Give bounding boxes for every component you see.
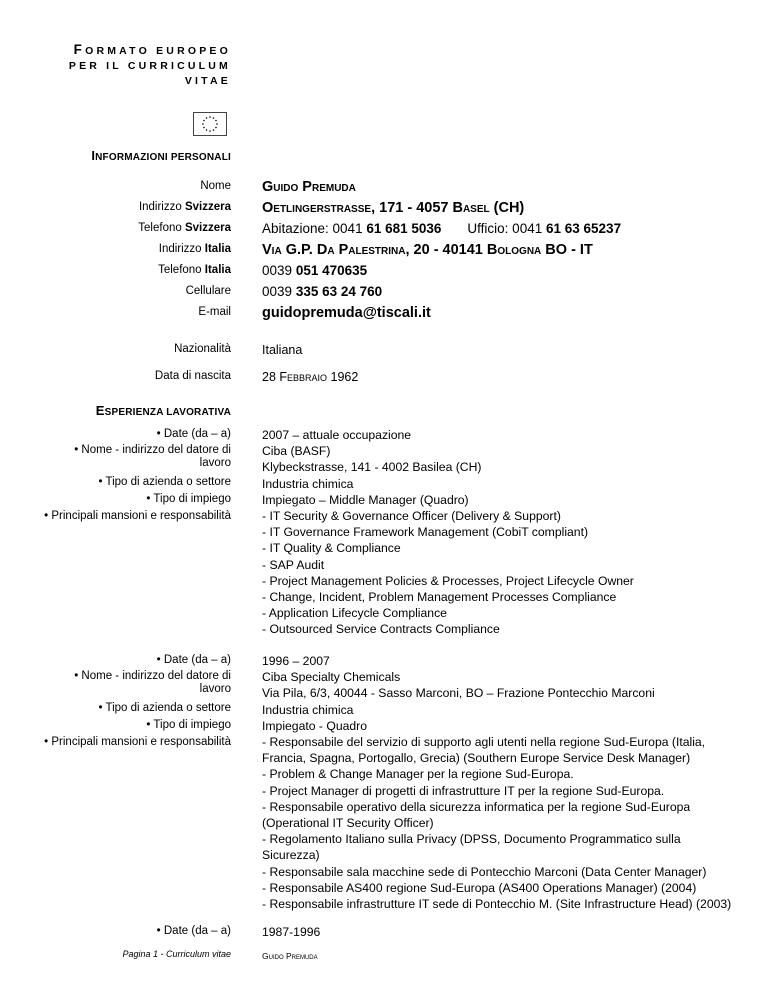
job2-employer: Ciba Specialty Chemicals bbox=[262, 670, 401, 685]
job2-duty: - Regolamento Italiano sulla Privacy (DPSS, Documento Programmatico sulla bbox=[262, 832, 681, 847]
name-label: Nome bbox=[200, 180, 231, 192]
job1-details bbox=[262, 427, 732, 638]
address-it-value: Via G.P. Da Palestrina, 20 - 40141 Bologna BO - IT bbox=[262, 242, 593, 258]
job2-dates: 1996 – 2007 bbox=[262, 654, 330, 668]
birth-label: Data di nascita bbox=[154, 370, 231, 382]
address-ch-label: Indirizzo Svizzera bbox=[138, 201, 231, 213]
nationality-label: Nazionalità bbox=[174, 343, 231, 355]
birth-value: 28 Febbraio 1962 bbox=[262, 370, 359, 384]
footer-name: Guido Premuda bbox=[262, 951, 318, 961]
job2-duty: Sicurezza) bbox=[262, 848, 320, 863]
job1-sector: Industria chimica bbox=[262, 476, 354, 491]
email-label: E-mail bbox=[198, 306, 231, 318]
job1-duty: - Application Lifecycle Compliance bbox=[262, 606, 447, 621]
phone-it-value: 0039 051 470635 bbox=[262, 263, 368, 278]
job2-sector: Industria chimica bbox=[262, 702, 354, 717]
job2-labels: • Date (da – a) • Nome - indirizzo del datore di lavoro • Tipo di azienda o settore • Tipo di impiego • Principali mansioni e responsabilità bbox=[44, 654, 231, 748]
job1-labels: • Date (da – a) • Nome - indirizzo del datore di lavoro • Tipo di azienda o settore • Tipo di impiego • Principali mansioni e responsabilità bbox=[44, 428, 231, 522]
job1-duty: - Change, Incident, Problem Management Processes Compliance bbox=[262, 590, 617, 605]
job2-duty: - Project Manager di progetti di infrastrutture IT per la regione Sud-Europa. bbox=[262, 783, 665, 798]
job1-duty: - SAP Audit bbox=[262, 557, 325, 572]
mobile-value: 0039 335 63 24 760 bbox=[262, 284, 383, 299]
job2-duty: - Responsabile sala macchine sede di Pontecchio Marconi (Data Center Manager) bbox=[262, 864, 707, 879]
cv-format-title: FORMATO EUROPEO PER IL CURRICULUM VITAE bbox=[68, 42, 231, 87]
email-value: guidopremuda@tiscali.it bbox=[262, 305, 431, 321]
job1-duty: - Outsourced Service Contracts Compliance bbox=[262, 622, 500, 637]
job1-duty: - IT Security & Governance Officer (Delivery & Support) bbox=[262, 509, 561, 524]
job1-duty: - IT Quality & Compliance bbox=[262, 541, 401, 556]
address-it-label: Indirizzo Italia bbox=[158, 243, 231, 255]
job2-duty: Francia, Spagna, Portogallo, Grecia) (Southern Europe Service Desk Manager) bbox=[262, 751, 691, 766]
job2-duty: - Responsabile operativo della sicurezza informatica per la regione Sud-Europa bbox=[262, 799, 691, 814]
eu-flag-icon bbox=[193, 112, 227, 136]
nationality-value: Italiana bbox=[262, 343, 303, 357]
phone-it-label: Telefono Italia bbox=[158, 264, 231, 276]
section-personal-info: INFORMAZIONI PERSONALI bbox=[91, 148, 231, 163]
job3-dates: 1987-1996 bbox=[262, 925, 321, 939]
address-ch-value: Oetlingerstrasse, 171 - 4057 Basel (CH) bbox=[262, 200, 525, 216]
job2-details bbox=[262, 653, 732, 912]
mobile-label: Cellulare bbox=[185, 285, 231, 297]
job1-duty: - Project Management Policies & Processes, Project Lifecycle Owner bbox=[262, 573, 634, 588]
job2-duty: - Responsabile del servizio di supporto agli utenti nella regione Sud-Europa (Italia, bbox=[262, 735, 706, 750]
job3-dates-label: • Date (da – a) bbox=[156, 925, 231, 937]
job1-type: Impiegato – Middle Manager (Quadro) bbox=[262, 492, 469, 507]
footer-page: Pagina 1 - Curriculum vitae bbox=[122, 949, 231, 959]
name-value: Guido Premuda bbox=[262, 179, 356, 195]
job1-address: Klybeckstrasse, 141 - 4002 Basilea (CH) bbox=[262, 460, 482, 475]
job2-duty: - Responsabile infrastrutture IT sede di Pontecchio M. (Site Infrastructure Head) (2003) bbox=[262, 897, 732, 912]
job2-duty: - Problem & Change Manager per la regione Sud-Europa. bbox=[262, 767, 574, 782]
phone-ch-value: Abitazione: 0041 61 681 5036 Ufficio: 0041 61 63 65237 bbox=[262, 221, 622, 236]
job2-duty: - Responsabile AS400 regione Sud-Europa (AS400 Operations Manager) (2004) bbox=[262, 880, 697, 895]
job2-address: Via Pila, 6/3, 40044 - Sasso Marconi, BO – Frazione Pontecchio Marconi bbox=[262, 686, 655, 701]
phone-ch-label: Telefono Svizzera bbox=[138, 222, 231, 234]
section-work-experience: ESPERIENZA LAVORATIVA bbox=[95, 403, 231, 418]
job1-dates: 2007 – attuale occupazione bbox=[262, 428, 412, 442]
job1-employer: Ciba (BASF) bbox=[262, 444, 331, 459]
job1-duty: - IT Governance Framework Management (CobiT compliant) bbox=[262, 525, 589, 540]
job2-type: Impiegato - Quadro bbox=[262, 718, 368, 733]
job2-duty: (Operational IT Security Officer) bbox=[262, 816, 434, 831]
